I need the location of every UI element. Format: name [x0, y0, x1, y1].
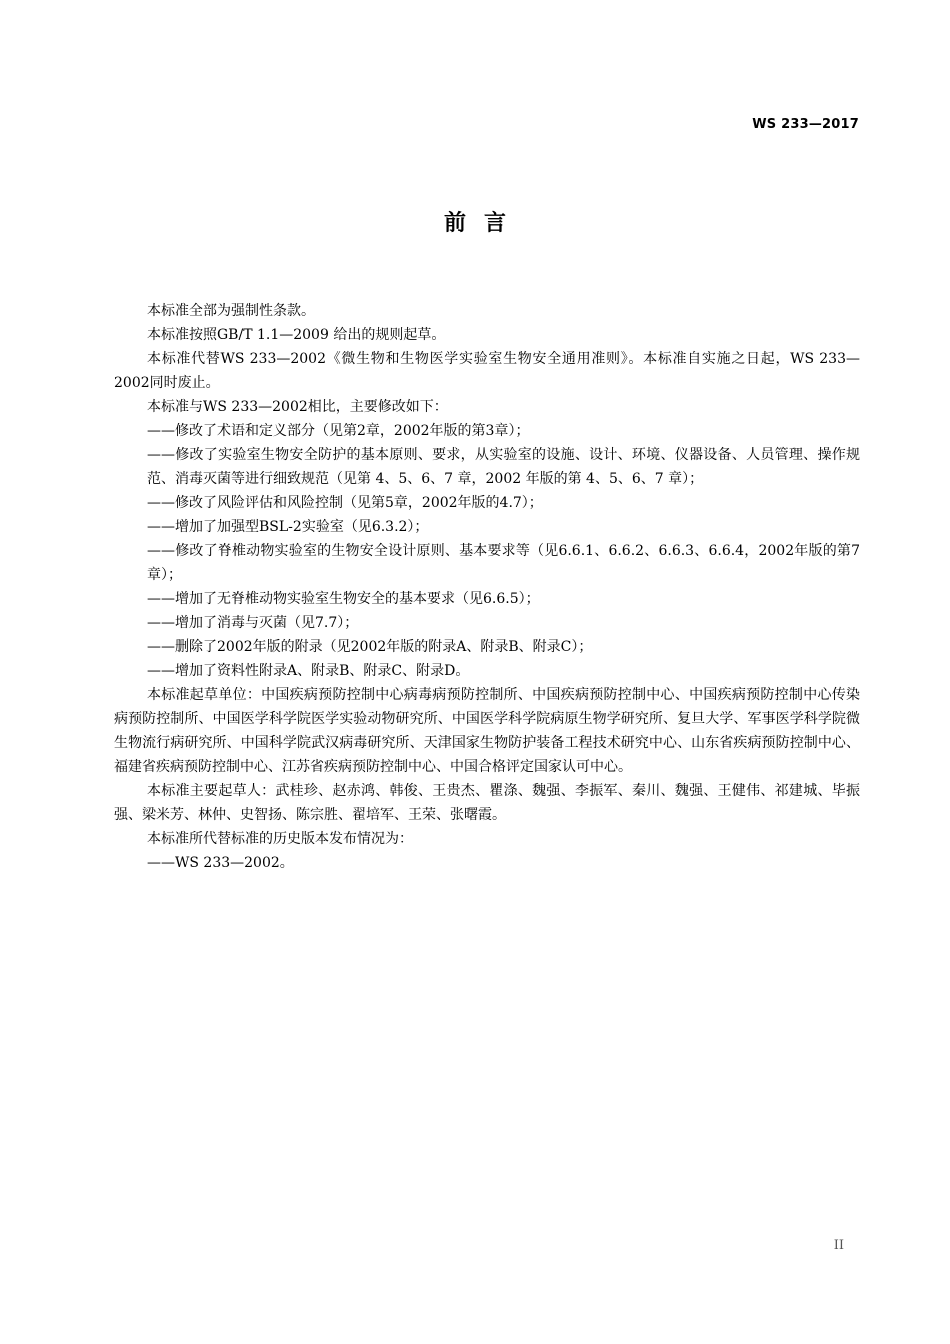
- history-item: ——WS 233—2002。: [147, 855, 294, 871]
- paragraph-mandatory: 本标准全部为强制性条款。: [147, 303, 315, 319]
- paragraph-history-intro: 本标准所代替标准的历史版本发布情况为：: [147, 831, 413, 847]
- foreword-body: [114, 299, 860, 875]
- change-item: ——增加了无脊椎动物实验室生物安全的基本要求（见6.6.5）；: [147, 591, 540, 607]
- page-number: II: [833, 1238, 844, 1253]
- change-item: ——修改了脊椎动物实验室的生物安全设计原则、基本要求等（见6.6.1、6.6.2、6.6.3、6.6.4，2002年版的第7章）；: [147, 543, 860, 583]
- standard-code: WS 233—2017: [752, 117, 859, 132]
- paragraph-replacement: 本标准代替WS 233—2002《微生物和生物医学实验室生物安全通用准则》。本标准自实施之日起，WS 233—2002同时废止。: [114, 351, 860, 391]
- change-item: ——修改了实验室生物安全防护的基本原则、要求，从实验室的设施、设计、环境、仪器设备、人员管理、操作规范、消毒灭菌等进行细致规范（见第 4、5、6、7 章，2002 年版的第 4、5、6、7 章）；: [147, 447, 860, 487]
- page-title: 前言: [443, 211, 524, 236]
- paragraph-drafting-units: 本标准起草单位：中国疾病预防控制中心病毒病预防控制所、中国疾病预防控制中心、中国疾病预防控制中心传染病预防控制所、中国医学科学院医学实验动物研究所、中国医学科学院病原生物学研究所、复旦大学、军事医学科学院微生物流行病研究所、中国科学院武汉病毒研究所、天津国家生物防护装备工程技术研究中心、山东省疾病预防控制中心、福建省疾病预防控制中心、江苏省疾病预防控制中心、中国合格评定国家认可中心。: [114, 687, 860, 775]
- change-item: ——增加了加强型BSL-2实验室（见6.3.2）；: [147, 519, 429, 535]
- paragraph-changes-intro: 本标准与WS 233—2002相比，主要修改如下：: [147, 399, 448, 415]
- paragraph-drafters: 本标准主要起草人：武桂珍、赵赤鸿、韩俊、王贵杰、瞿涤、魏强、李振军、秦川、魏强、王健伟、祁建城、毕振强、梁米芳、林仲、史智扬、陈宗胜、翟培军、王荣、张曙霞。: [114, 783, 860, 823]
- change-item: ——删除了2002年版的附录（见2002年版的附录A、附录B、附录C）；: [147, 639, 593, 655]
- change-item: ——增加了资料性附录A、附录B、附录C、附录D。: [147, 663, 470, 679]
- change-item: ——增加了消毒与灭菌（见7.7）；: [147, 615, 359, 631]
- change-item: ——修改了风险评估和风险控制（见第5章，2002年版的4.7）；: [147, 495, 543, 511]
- paragraph-drafting-rules: 本标准按照GB/T 1.1—2009 给出的规则起草。: [147, 327, 446, 343]
- change-item: ——修改了术语和定义部分（见第2章，2002年版的第3章）；: [147, 423, 530, 439]
